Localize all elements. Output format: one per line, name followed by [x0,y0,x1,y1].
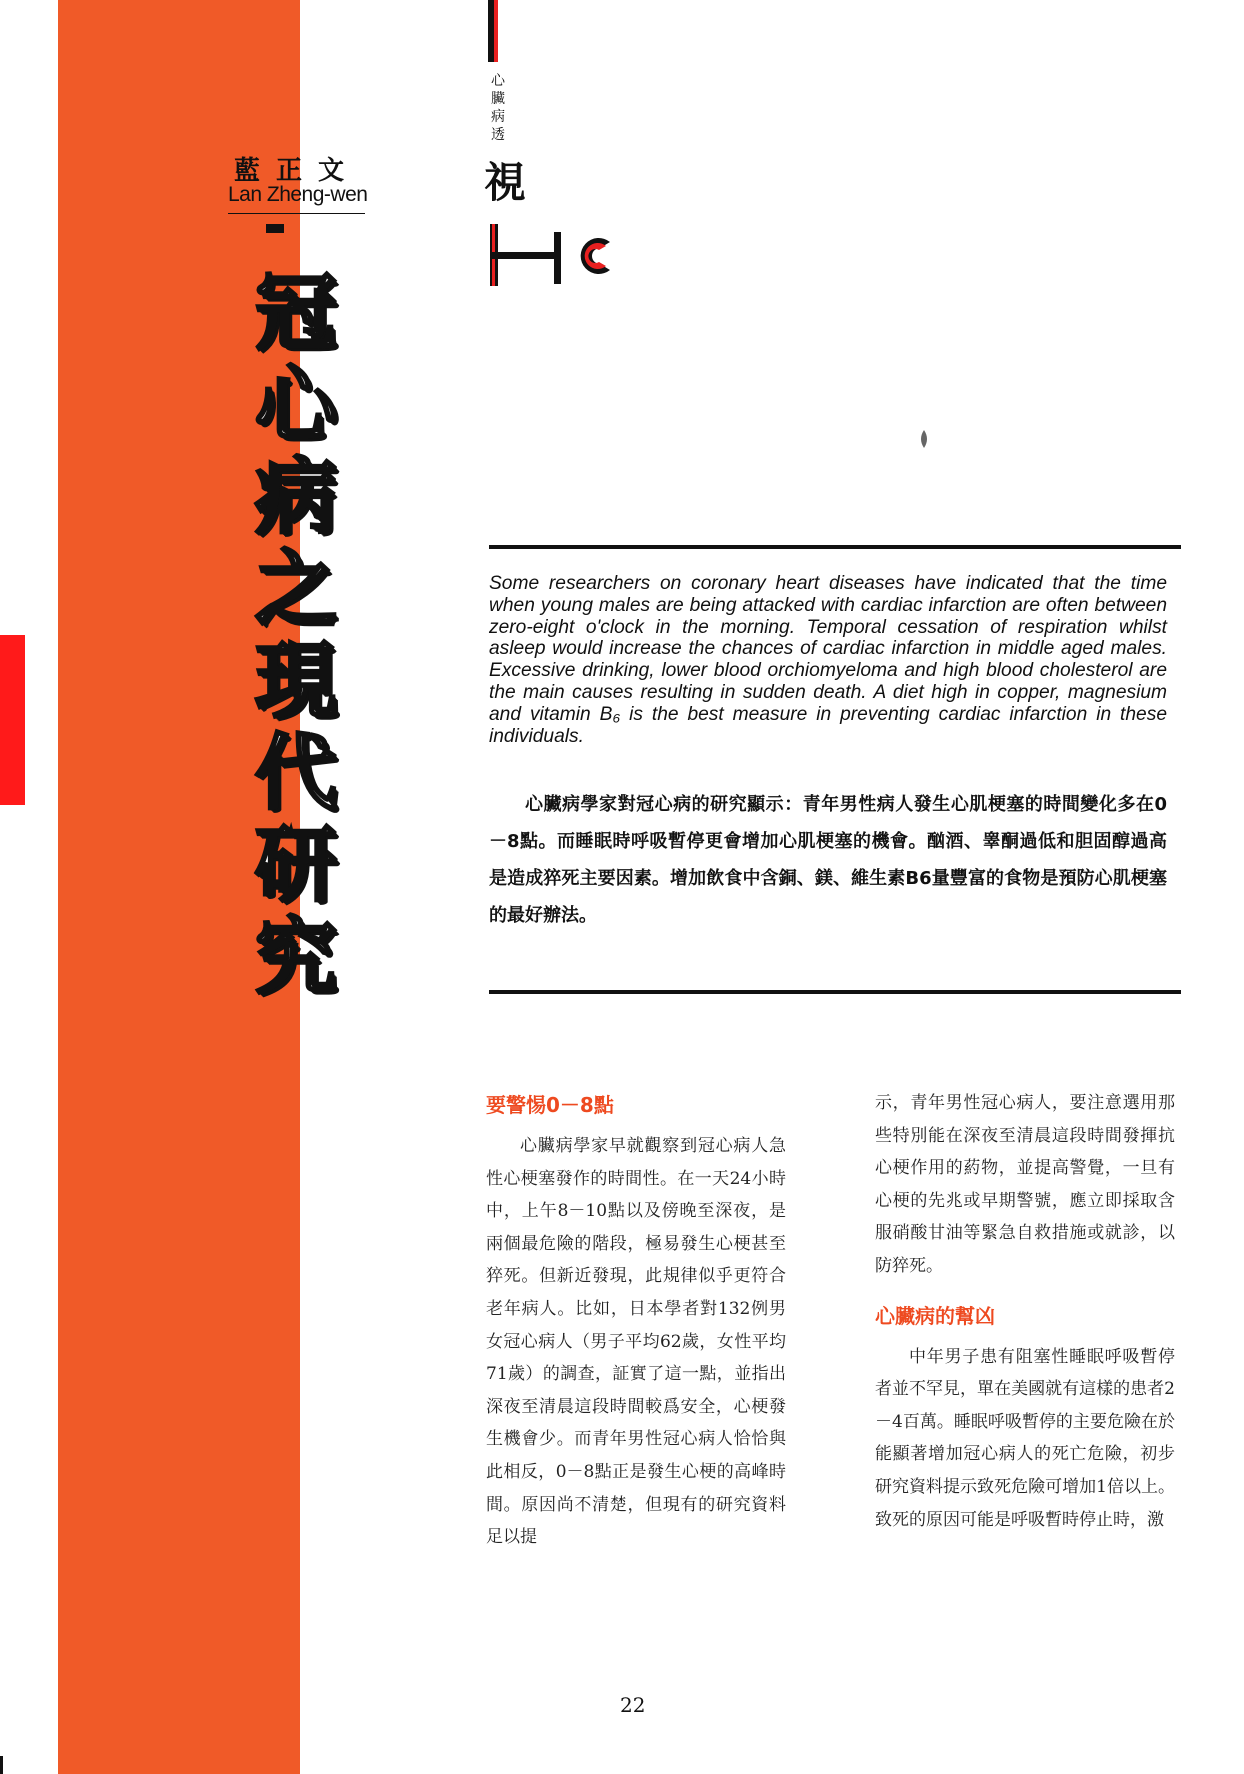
title-char: 現 [254,634,337,729]
red-edge-tab [0,635,25,805]
body-paragraph: 中年男子患有阻塞性睡眠呼吸暫停者並不罕見，單在美國就有這樣的患者2－4百萬。睡眠呼吸暫停的主要危險在於能顯著增加冠心病人的死亡危險，初步研究資料提示致死危險可增加1倍以上。致死的原因可能是呼吸暫時停止時，激 [875,1346,1175,1530]
title-char: 心 [254,358,337,453]
title-char: 病 [254,450,337,545]
author-divider [228,213,365,214]
body-column-left [486,1090,786,1554]
article-title [246,268,346,1004]
author-name-zh: 藍正文 [234,156,361,186]
abstract-chinese: 心臟病學家對冠心病的研究顯示：青年男性病人發生心肌梗塞的時間變化多在0－8點。而睡眠時呼吸暫停更會增加心肌梗塞的機會。酗酒、睾酮過低和胆固醇過高是造成猝死主要因素。增加飲食中含銅、鎂、維生素B6量豐富的食物是預防心肌梗塞的最好辦法。 [489,794,1167,926]
column-label-char: 透 [491,127,505,143]
column-label [488,72,508,144]
column-label-char: 病 [491,109,505,125]
title-char: 冠 [254,266,337,361]
title-char: 之 [254,542,337,637]
title-char: 代 [254,726,337,821]
title-char: 究 [254,910,337,1005]
author-mark [266,224,284,233]
section-heading: 要警惕0－8點 [486,1093,614,1117]
abstract-english: Some researchers on coronary heart diseases have indicated that the time when young males are being attacked with cardiac infarction are often between zero-eight o'clock in the morning. Temporal cessation of respiration whilst asleep would increase the chances of cardiac infarction in middle aged males. Excessive drinking, lower blood orchiomyeloma and high blood cholesterol are the main causes resulting in sudden death. A diet high in copper, magnesium and vitamin B₆ is the best measure in preventing cardiac infarction in these individuals. [489,573,1167,747]
abstract-bottom-rule [489,990,1181,994]
body-paragraph: 心臟病學家早就觀察到冠心病人急性心梗塞發作的時間性。在一天24小時中，上午8－10點以及傍晚至深夜，是兩個最危險的階段，極易發生心梗甚至猝死。但新近發現，此規律似乎更符合老年病人。比如，日本學者對132例男女冠心病人（男子平均62歲，女性平均71歲）的調查，証實了這一點，並指出深夜至清晨這段時間較爲安全，心梗發生機會少。而青年男性冠心病人恰恰與此相反，0－8點正是發生心梗的高峰時間。原因尚不清楚，但現有的研究資料足以提 [486,1136,786,1548]
column-big-char: 視 [484,158,527,207]
column-label-char: 心 [491,73,505,89]
column-bar-accent [494,0,498,62]
author-name-en: Lan Zheng-wen [228,183,368,206]
body-paragraph: 示，青年男性冠心病人，要注意選用那些特別能在深夜至清晨這段時間發揮抗心梗作用的葯物，並提高警覺，一旦有心梗的先兆或早期警號，應立即採取含服硝酸甘油等緊急自救措施或就診，以防猝死。 [875,1093,1175,1276]
abstract-top-rule [489,545,1181,549]
crop-mark [0,1756,3,1774]
title-char: 研 [254,818,337,913]
hc-logo-icon [486,224,616,290]
decor-mark [920,430,928,448]
page-number: 22 [620,1693,646,1717]
body-column-right [875,1087,1175,1536]
section-heading: 心臟病的幫凶 [875,1303,995,1328]
column-label-char: 臟 [491,91,505,107]
